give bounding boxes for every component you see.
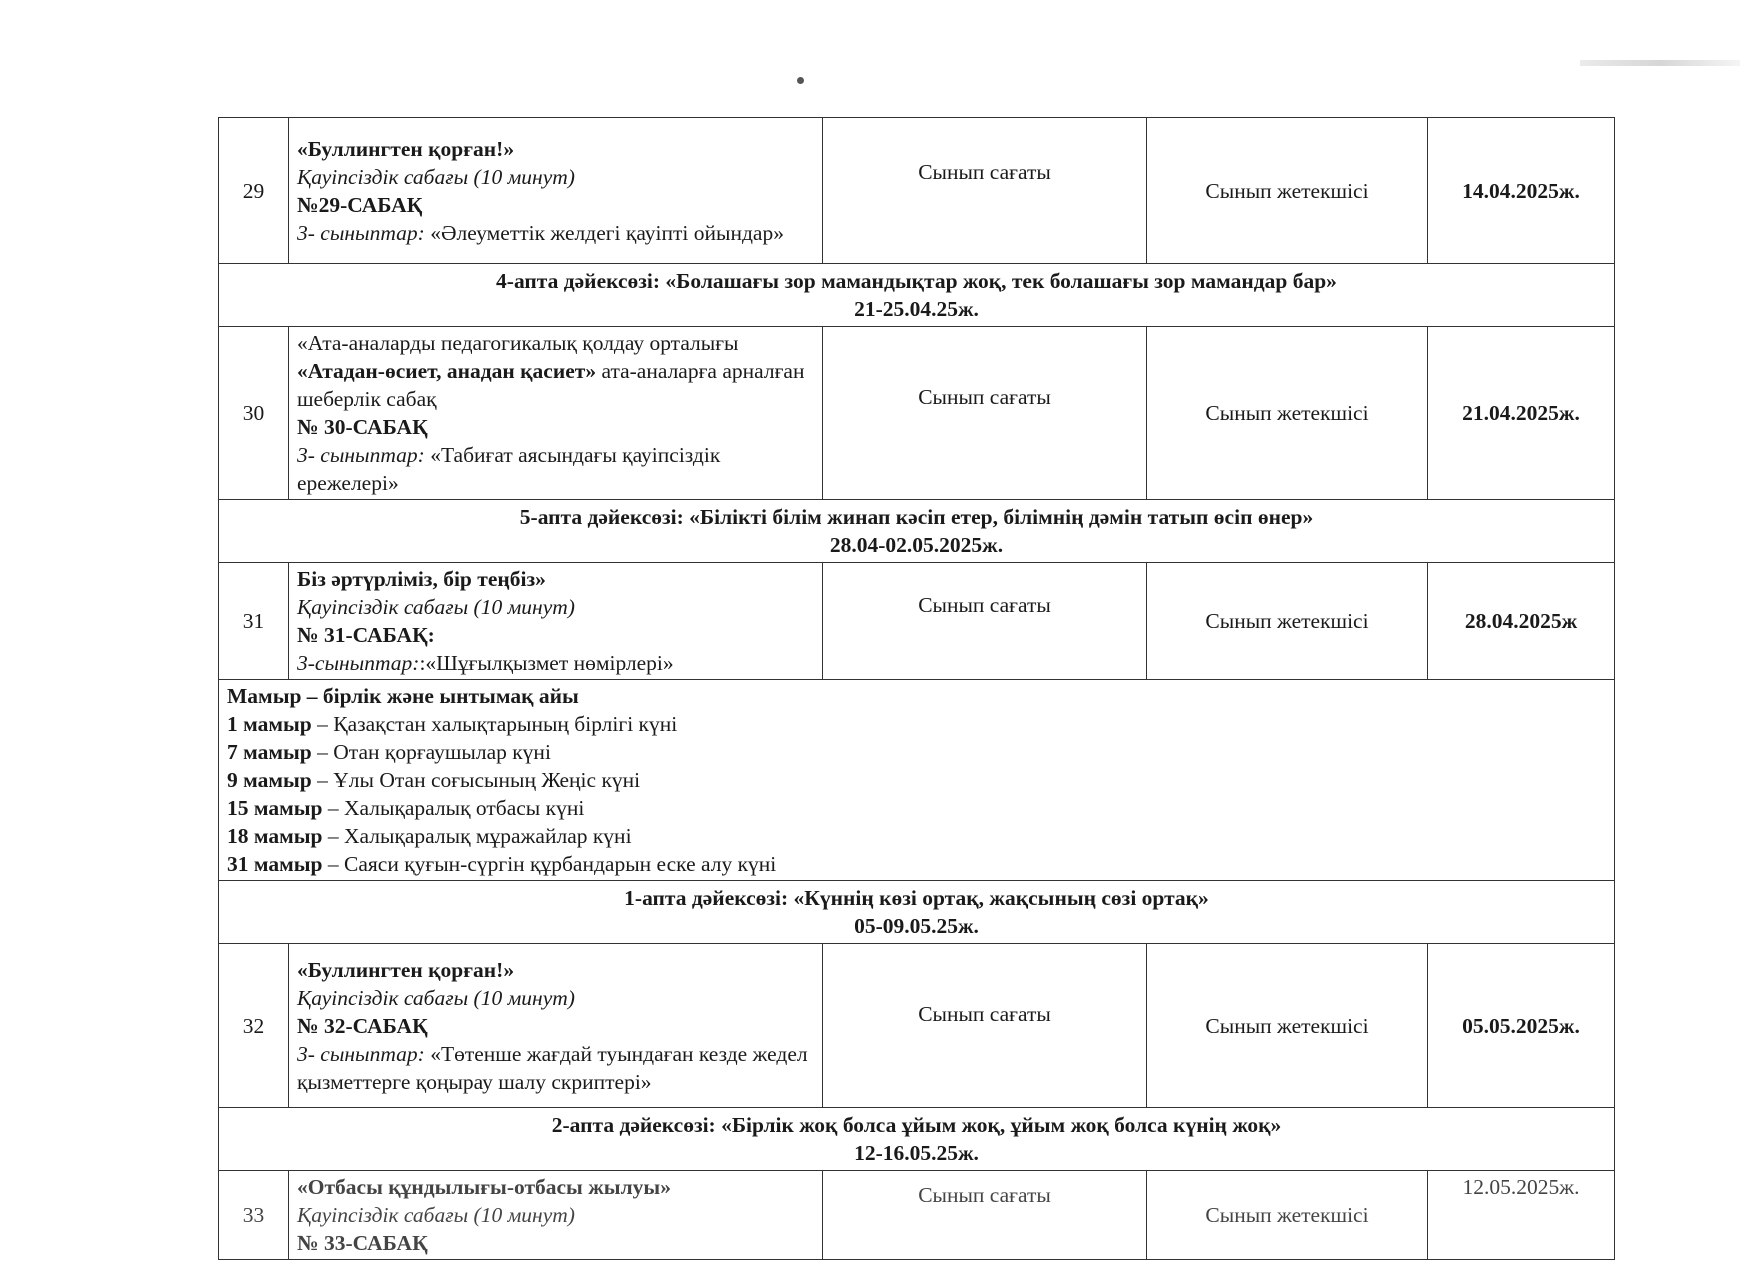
week-motto-text: 4-апта дәйексөзі: «Болашағы зор мамандықтар жоқ, тек болашағы зор мамандар бар» [496,269,1337,293]
lesson-responsible: Сынып жетекшісі [1147,1171,1428,1260]
scan-mark [1580,60,1740,66]
lesson-date: 05.05.2025ж. [1428,944,1615,1108]
may-day-text: – Ұлы Отан соғысының Жеңіс күні [311,768,641,792]
lesson-title: «Буллингтен қорған!» [297,957,515,982]
grade-label: 3-сыныптар: [297,651,420,675]
lesson-center-line: «Ата-аналарды педагогикалық қолдау орталығы [297,331,739,355]
may-day-text: – Отан қорғаушылар күні [311,740,551,764]
month-heading: Мамыр – бірлік және ынтымақ айы [227,684,579,708]
schedule-table [218,117,1615,1260]
week-4-row [219,264,1615,327]
lesson-topic [289,1171,823,1260]
lesson-topic [289,944,823,1108]
lesson-responsible: Сынып жетекшісі [1147,563,1428,680]
may-day-date: 1 мамыр [227,712,312,736]
week-motto [219,500,1615,563]
lesson-number: 30 [219,327,289,500]
lesson-subtitle: Қауіпсіздік сабағы (10 минут) [297,164,575,189]
week-motto-text: 5-апта дәйексөзі: «Білікті білім жинап кәсіп етер, білімнің дәмін татып өсіп өнер» [519,505,1314,529]
may-day-date: 31 мамыр [227,852,323,876]
lesson-responsible: Сынып жетекшісі [1147,327,1428,500]
lesson-number: 33 [219,1171,289,1260]
may-day [227,850,1606,878]
table-row-lesson-31 [219,563,1615,680]
lesson-number: 32 [219,944,289,1108]
lesson-number: 31 [219,563,289,680]
lesson-subtitle: Қауіпсіздік сабағы (10 минут) [297,1203,575,1227]
table-row-lesson-30 [219,327,1615,500]
lesson-title: Біз әртүрліміз, бір теңбіз» [297,567,546,591]
week-motto [219,264,1615,327]
lesson-code: № 30-САБАҚ [297,415,428,439]
may-day-date: 7 мамыр [227,740,312,764]
lesson-form: Сынып сағаты [823,944,1147,1108]
may-day-date: 15 мамыр [227,796,323,820]
grade-topic: «Әлеуметтік желдегі қауіпті ойындар» [424,220,784,245]
may-day-date: 9 мамыр [227,768,312,792]
lesson-responsible: Сынып жетекшісі [1147,944,1428,1108]
lesson-title-rest: ата-аналарға арналған шеберлік сабақ [297,359,805,411]
grade-label: 3- сыныптар: [297,220,425,245]
lesson-code: № 33-САБАҚ [297,1231,428,1255]
lesson-code: № 32-САБАҚ [297,1013,428,1038]
lesson-topic [289,563,823,680]
week-motto [219,881,1615,944]
week-motto [219,1108,1615,1171]
lesson-title: «Атадан-өсиет, анадан қасиет» [297,359,597,383]
grade-label: 3- сыныптар: [297,443,425,467]
week-motto-text: 2-апта дәйексөзі: «Бірлік жоқ болса ұйым жоқ, ұйым жоқ болса күнің жоқ» [551,1113,1282,1137]
lesson-responsible: Сынып жетекшісі [1147,118,1428,264]
may-day [227,794,1606,822]
may-day [227,738,1606,766]
may-day [227,710,1606,738]
may-day-text: – Халықаралық отбасы күні [322,796,585,820]
lesson-form: Сынып сағаты [823,118,1147,264]
lesson-date: 21.04.2025ж. [1428,327,1615,500]
week-motto-text: 1-апта дәйексөзі: «Күннің көзі ортақ, жақсының сөзі ортақ» [624,886,1209,910]
may-day-text: – Қазақстан халықтарының бірлігі күні [311,712,678,736]
lesson-topic [289,327,823,500]
table-row-lesson-29 [219,118,1615,264]
week-dates: 28.04-02.05.2025ж. [829,533,1004,557]
lesson-title: «Буллингтен қорған!» [297,136,515,161]
week-2-row [219,1108,1615,1171]
grade-topic: «Төтенше жағдай туындаған кезде жедел қызметтерге қоңырау шалу скриптері» [297,1041,808,1094]
week-dates: 12-16.05.25ж. [854,1141,979,1165]
lesson-subtitle: Қауіпсіздік сабағы (10 минут) [297,595,575,619]
week-dates: 21-25.04.25ж. [854,297,979,321]
lesson-code: № 31-САБАҚ: [297,623,435,647]
lesson-date: 14.04.2025ж. [1428,118,1615,264]
week-5-row [219,500,1615,563]
lesson-date: 28.04.2025ж [1428,563,1615,680]
week-dates: 05-09.05.25ж. [854,914,979,938]
may-day-text: – Саяси қуғын-сүргін құрбандарын еске алу күні [322,852,777,876]
may-day [227,822,1606,850]
week-1-row [219,881,1615,944]
may-day [227,766,1606,794]
grade-label: 3- сыныптар: [297,1041,425,1066]
grade-topic: :«Шұғылқызмет нөмірлері» [419,651,674,675]
table-row-lesson-32 [219,944,1615,1108]
may-day-text: – Халықаралық мұражайлар күні [322,824,632,848]
may-events-row [219,680,1615,881]
lesson-code: №29-САБАҚ [297,192,423,217]
lesson-date: 12.05.2025ж. [1428,1171,1615,1260]
scan-speck [797,77,804,84]
lesson-form: Сынып сағаты [823,563,1147,680]
lesson-subtitle: Қауіпсіздік сабағы (10 минут) [297,985,575,1010]
lesson-form: Сынып сағаты [823,327,1147,500]
grade-topic: «Табиғат аясындағы қауіпсіздік ережелері» [297,443,721,495]
lesson-form: Сынып сағаты [823,1171,1147,1260]
may-day-date: 18 мамыр [227,824,323,848]
lesson-number: 29 [219,118,289,264]
table-row-lesson-33 [219,1171,1615,1260]
lesson-topic [289,118,823,264]
lesson-title: «Отбасы құндылығы-отбасы жылуы» [297,1175,671,1199]
may-events [219,680,1615,881]
